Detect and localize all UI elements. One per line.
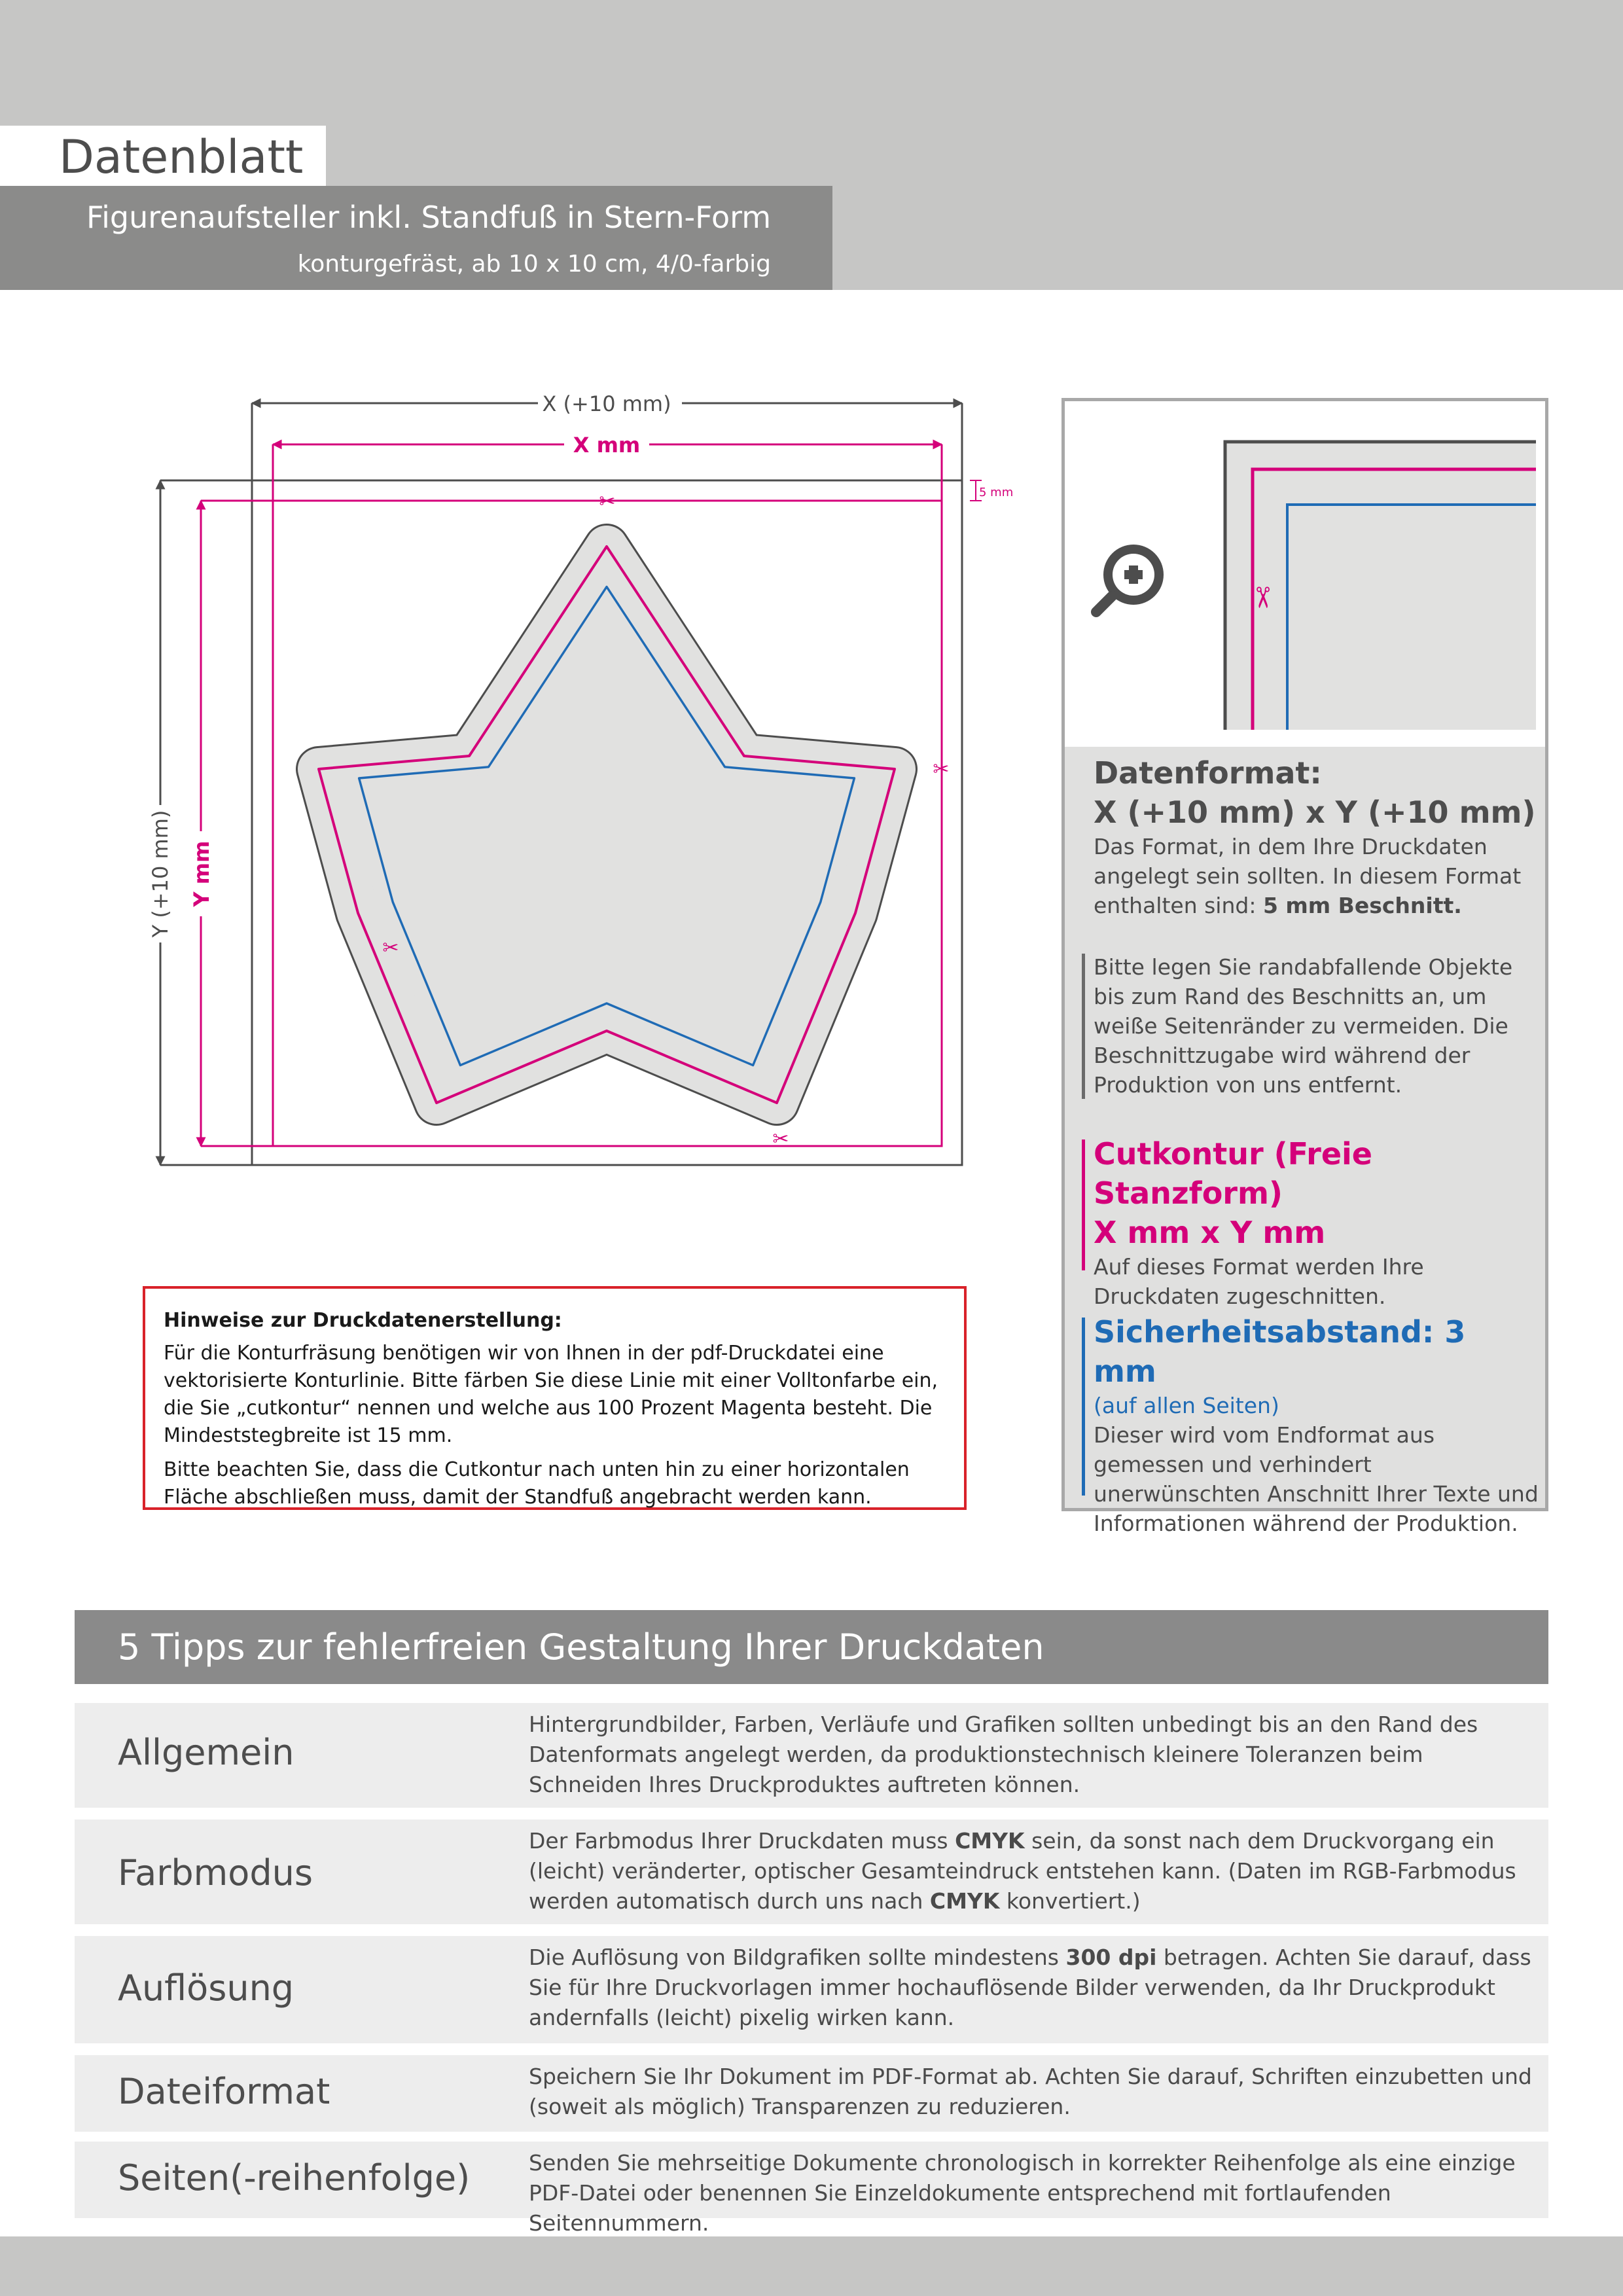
- tip-label: Seiten(-reihenfolge): [118, 2157, 471, 2198]
- sicherheit-title: Sicherheitsabstand: 3 mm: [1094, 1314, 1466, 1389]
- cutkontur-title: Cutkontur (Freie Stanzform): [1094, 1136, 1372, 1211]
- x-inner-label: X mm: [573, 433, 641, 457]
- tip-row-seiten: [75, 2142, 1548, 2236]
- datenformat-block: [1094, 753, 1539, 920]
- star-diagram: [131, 380, 982, 1204]
- scissors-icon: ✂: [382, 937, 399, 960]
- tip-row-dateiformat: [75, 2055, 1548, 2132]
- zoom-detail: [1065, 401, 1545, 747]
- zoom-detail-graphic: [1065, 401, 1545, 747]
- tip-text: Speichern Sie Ihr Dokument im PDF-Format ab. Achten Sie darauf, Schriften einzubetten und (soweit als möglich) Transparenzen zu reduzieren.: [529, 2064, 1532, 2119]
- footer-band: [0, 2236, 1623, 2296]
- tip-label: Farbmodus: [118, 1852, 313, 1893]
- y-inner-label: Y mm: [189, 840, 214, 907]
- tip-text: Senden Sie mehrseitige Dokumente chronologisch in korrekter Reihenfolge als eine einzige PDF-Datei oder benennen Sie Einzeldokumente entsprechend mit fortlaufenden Seitennummern.: [529, 2150, 1516, 2236]
- sicherheit-block: [1094, 1312, 1539, 1538]
- sicherheit-sub: (auf allen Seiten): [1094, 1393, 1279, 1418]
- scissors-icon: ✂: [1245, 585, 1279, 610]
- scissors-icon: ✂: [599, 490, 616, 513]
- notes-title: Hinweise zur Druckdatenerstellung:: [164, 1309, 562, 1332]
- tip-label: Auflösung: [118, 1967, 294, 2009]
- tip-text: Der Farbmodus Ihrer Druckdaten muss CMYK sein, da sonst nach dem Druckvorgang ein (leicht) veränderter, optischer Gesamteindruck entstehen kann. (Daten im RGB-Farbmodus werden automatisch durch uns nach CMYK konvertiert.): [529, 1828, 1516, 1914]
- product-spec: konturgefräst, ab 10 x 10 cm, 4/0-farbig: [297, 251, 771, 278]
- tip-row-aufloesung: [75, 1936, 1548, 2043]
- product-name: Figurenaufsteller inkl. Standfuß in Stern-Form: [86, 200, 771, 235]
- cutkontur-block: [1094, 1134, 1539, 1311]
- notes-paragraph-2: Bitte beachten Sie, dass die Cutkontur nach unten hin zu einer horizontalen Fläche abschließen muss, damit der Standfuß angebracht werden kann.: [164, 1458, 910, 1509]
- tip-label: Dateiformat: [118, 2071, 330, 2112]
- bleed-label: 5 mm: [979, 486, 1014, 499]
- randabfallend-block: [1094, 952, 1539, 1100]
- notes-paragraph-1: Für die Konturfräsung benötigen wir von Ihnen in der pdf-Druckdatei eine vektorisierte Konturlinie. Bitte färben Sie diese Linie mit einer Volltonfarbe ein, die Sie „cutkontur“ nennen und welche aus 100 Prozent Magenta besteht. Die Mindeststegbreite ist 15 mm.: [164, 1342, 938, 1447]
- datenformat-text: Das Format, in dem Ihre Druckdaten angelegt sein sollten. In diesem Format enthalten sind: 5 mm Beschnitt.: [1094, 834, 1522, 918]
- tip-row-farbmodus: [75, 1820, 1548, 1924]
- page-title: Datenblatt: [59, 130, 304, 184]
- cutkontur-text: Auf dieses Format werden Ihre Druckdaten zugeschnitten.: [1094, 1254, 1424, 1309]
- y-outer-label: Y (+10 mm): [148, 810, 173, 938]
- tip-row-allgemein: [75, 1703, 1548, 1808]
- tips-title: 5 Tipps zur fehlerfreien Gestaltung Ihrer Druckdaten: [118, 1626, 1044, 1668]
- datenformat-title: Datenformat:: [1094, 755, 1322, 791]
- info-panel: [1061, 398, 1548, 1536]
- tip-text: Hintergrundbilder, Farben, Verläufe und Grafiken sollten unbedingt bis an den Rand des Datenformats angelegt werden, da produktionstechnisch kleinere Toleranzen beim Schneiden Ihres Druckproduktes auftreten können.: [529, 1712, 1478, 1797]
- scissors-icon: ✂: [772, 1128, 789, 1151]
- sicherheit-text: Dieser wird vom Endformat aus gemessen und verhindert unerwünschten Anschnitt Ihrer Texte und Informationen während der Produktion.: [1094, 1422, 1539, 1536]
- tip-text: Die Auflösung von Bildgrafiken sollte mindestens 300 dpi betragen. Achten Sie darauf, dass Sie für Ihre Druckvorlagen immer hochauflösende Bilder verwenden, da Ihr Druckprodukt andernfalls (leicht) pixelig wirken kann.: [529, 1945, 1531, 2030]
- randabfallend-text: Bitte legen Sie randabfallende Objekte bis zum Rand des Beschnitts an, um weiße Seitenränder zu vermeiden. Die Beschnittzugabe wird während der Produktion von uns entfernt.: [1094, 954, 1513, 1098]
- cutkontur-size: X mm x Y mm: [1094, 1215, 1326, 1250]
- tip-label: Allgemein: [118, 1732, 294, 1773]
- datenformat-size: X (+10 mm) x Y (+10 mm): [1094, 795, 1536, 830]
- tips-header: [75, 1610, 1548, 1684]
- x-outer-label: X (+10 mm): [542, 391, 671, 416]
- scissors-icon: ✂: [933, 758, 950, 781]
- print-notes-box: [143, 1286, 967, 1510]
